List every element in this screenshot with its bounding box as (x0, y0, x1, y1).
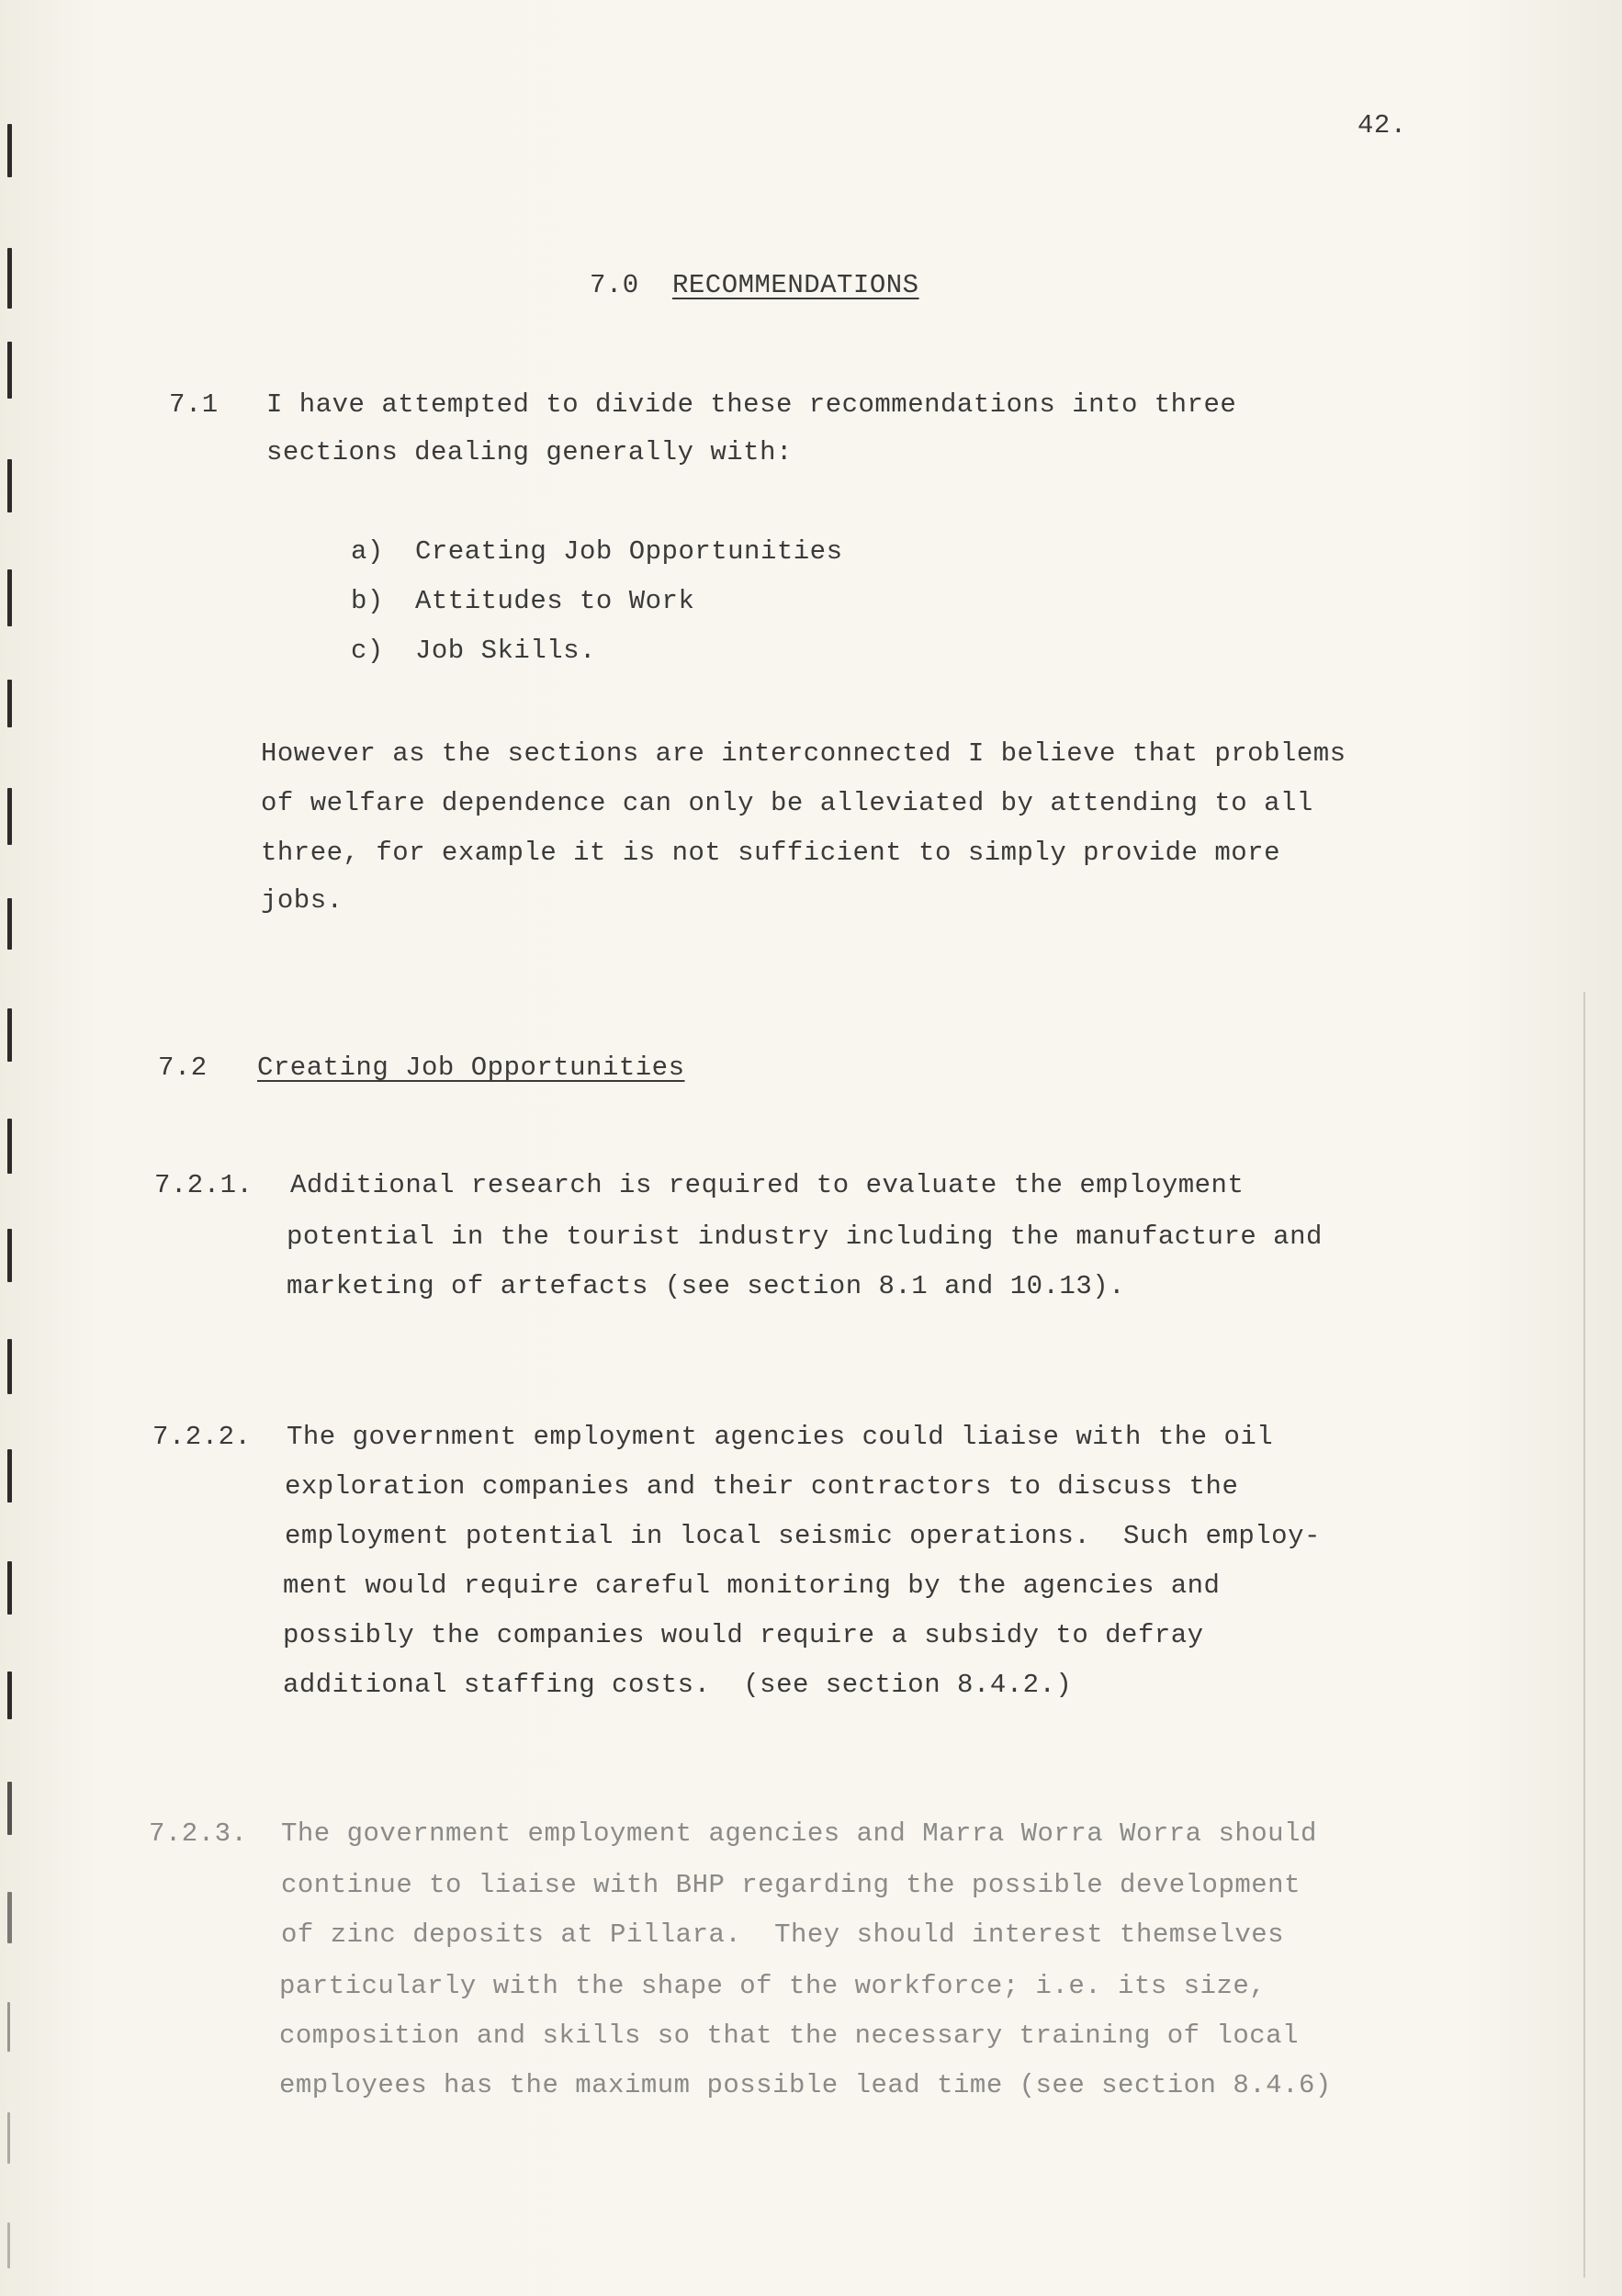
binding-mark (7, 569, 12, 626)
section-7-2-title: Creating Job Opportunities (257, 1052, 685, 1083)
list-marker: b) (351, 586, 384, 616)
section-7-2-2-line: ment would require careful monitoring by the agencies and (283, 1570, 1221, 1601)
section-7-2-3-line: of zinc deposits at Pillara. They should interest themselves (281, 1919, 1285, 1950)
list-item-text: Job Skills. (415, 636, 596, 666)
section-7-2-3-line: particularly with the shape of the workforce; i.e. its size, (279, 1971, 1267, 2001)
binding-mark (7, 1119, 12, 1174)
section-7-2-3-line: composition and skills so that the necessary training of local (279, 2020, 1299, 2051)
section-7-1-line: I have attempted to divide these recommendations into three (266, 389, 1237, 420)
paragraph-line: of welfare dependence can only be alleviated by attending to all (261, 788, 1313, 818)
section-7-2-1-line: Additional research is required to evaluate the employment (290, 1170, 1245, 1200)
section-7-2-1-line: marketing of artefacts (see section 8.1 and 10.13). (287, 1271, 1126, 1301)
binding-mark (7, 1449, 12, 1503)
section-7-2-2-number: 7.2.2. (152, 1422, 252, 1452)
binding-mark (7, 1008, 12, 1062)
section-7-2-1-line: potential in the tourist industry including the manufacture and (287, 1221, 1323, 1252)
paragraph-line: jobs. (261, 885, 344, 916)
paragraph-line: three, for example it is not sufficient to simply provide more (261, 838, 1280, 868)
section-7-2-1-number: 7.2.1. (154, 1170, 253, 1200)
section-heading-title: RECOMMENDATIONS (672, 270, 919, 300)
binding-mark (7, 1782, 12, 1835)
paragraph-line: However as the sections are interconnected I believe that problems (261, 738, 1346, 769)
list-item-text: Attitudes to Work (415, 586, 695, 616)
section-heading-number: 7.0 (590, 270, 639, 300)
binding-mark (7, 898, 12, 950)
binding-mark (7, 1892, 12, 1943)
list-marker: c) (351, 636, 384, 666)
binding-mark (7, 2223, 10, 2268)
binding-mark (7, 459, 12, 512)
section-7-1-number: 7.1 (169, 389, 219, 420)
list-item-text: Creating Job Opportunities (415, 536, 843, 567)
list-marker: a) (351, 536, 384, 567)
binding-mark (7, 248, 12, 309)
binding-mark (7, 342, 12, 399)
binding-mark (7, 1671, 12, 1719)
binding-mark (7, 2112, 10, 2164)
section-7-2-2-line: The government employment agencies could liaise with the oil (287, 1422, 1274, 1452)
section-7-2-3-line: The government employment agencies and Marra Worra Worra should (281, 1818, 1317, 1849)
binding-mark (7, 1561, 12, 1615)
binding-mark (7, 1339, 12, 1394)
section-7-2-2-line: exploration companies and their contractors to discuss the (285, 1471, 1239, 1502)
section-7-2-3-number: 7.2.3. (149, 1818, 248, 1849)
binding-mark (7, 124, 12, 177)
section-7-2-3-line: employees has the maximum possible lead time (see section 8.4.6) (279, 2070, 1332, 2100)
section-7-2-3-line: continue to liaise with BHP regarding the possible development (281, 1870, 1301, 1900)
section-7-2-2-line: additional staffing costs. (see section 8.4.2.) (283, 1670, 1073, 1700)
binding-mark (7, 788, 12, 845)
binding-mark (7, 2002, 10, 2052)
section-7-1-line: sections dealing generally with: (266, 437, 793, 467)
binding-mark (7, 680, 12, 727)
section-7-2-number: 7.2 (158, 1052, 208, 1083)
page-number: 42. (1357, 110, 1407, 141)
section-7-2-2-line: employment potential in local seismic operations. Such employ- (285, 1521, 1321, 1551)
section-7-2-2-line: possibly the companies would require a subsidy to defray (283, 1620, 1204, 1650)
binding-mark (7, 1229, 12, 1282)
page-edge-shadow (1583, 992, 1585, 2278)
